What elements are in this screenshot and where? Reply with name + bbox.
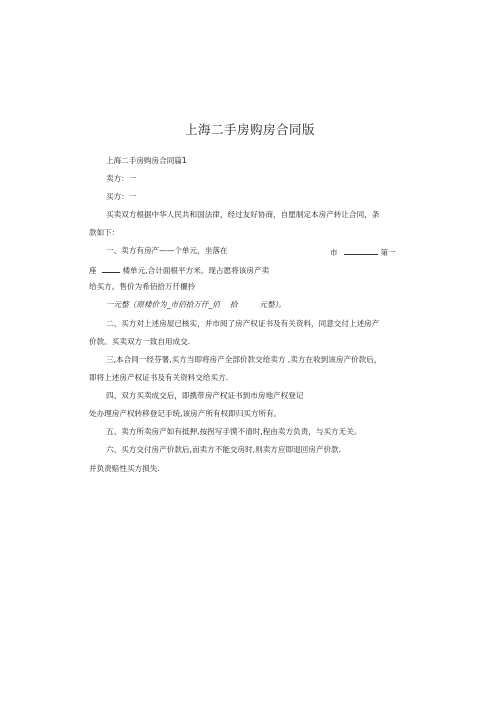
intro-line-2: 款如下： — [89, 228, 120, 237]
clause-1-line-2 — [89, 264, 269, 276]
buyer-line: 买方：一 — [106, 192, 137, 201]
clause-1-text-d: 座 — [89, 266, 97, 275]
contract-heading: 上海二手房购房合同篇1 — [106, 156, 187, 165]
clause-1-text-g3: 拾 — [229, 300, 238, 309]
clause-4-line-1: 四、双方买卖成交后，即携带房产权证书到市房地产权登记 — [106, 391, 304, 400]
clause-4-line-2: 处办理房产权转移登记手统,该房产所有权即归买方所有。 — [89, 409, 282, 418]
intro-line-1: 买卖双方根据中华人民共和国法律，经过友好协商，自愿制定本房产转让合同，条 — [106, 210, 380, 219]
seller-line: 卖方：一 — [106, 174, 137, 183]
clause-6-line-1: 六、买方交付房产价款后,而卖方不能交房时,则卖方应即退回房产价款. — [106, 445, 342, 454]
clause-1-line-1 — [106, 246, 228, 256]
clause-3-line-2: 即将上述房产权证书及有关资料交给买方. — [89, 373, 229, 382]
clause-1-text-g1: 一元整（原楼价为 — [106, 300, 167, 309]
clause-2-line-2: 价款。买卖双方一致自用成交. — [89, 337, 191, 346]
clause-1-text-a: 一、卖方有房产——个单元，坐落在 — [106, 246, 228, 255]
clause-1-line-3: 给买方。售价为希佰拾万仟欐拎 — [89, 282, 196, 291]
blank-underline — [344, 246, 378, 255]
clause-1-text-c: 第一 — [380, 248, 396, 257]
clause-1-text-g4: 元整）。 — [259, 300, 287, 309]
clause-1-text-b: 市 — [330, 248, 338, 257]
clause-3-line-1: 三,本合同一经芬署,买方当即将房产全部价款交给卖方 ,卖方在收到该房产价款后， — [106, 355, 382, 364]
clause-5-line: 五、卖方所卖房产如有抵押,按拐写手馍不清时,程由卖方负责，与买方无关。 — [106, 427, 362, 436]
clause-1-text-g2: _市佰拾万仟_佰 — [166, 300, 220, 309]
document-title: 上海二手房购房合同版 — [184, 122, 315, 137]
clause-1-text-e: 楼单元,合计面根平方米。现占愿将该房产卖 — [122, 266, 270, 275]
clause-6-line-2: 并负责赔性买方损失. — [89, 464, 160, 473]
clause-1-city — [330, 246, 396, 258]
blank-underline — [102, 264, 120, 273]
clause-2-line-1: 二、买方对上述房屋已核实，并市阅了房产权证书及有关资料，同意交付上述房产 — [106, 319, 380, 328]
clause-1-line-4 — [106, 300, 286, 310]
